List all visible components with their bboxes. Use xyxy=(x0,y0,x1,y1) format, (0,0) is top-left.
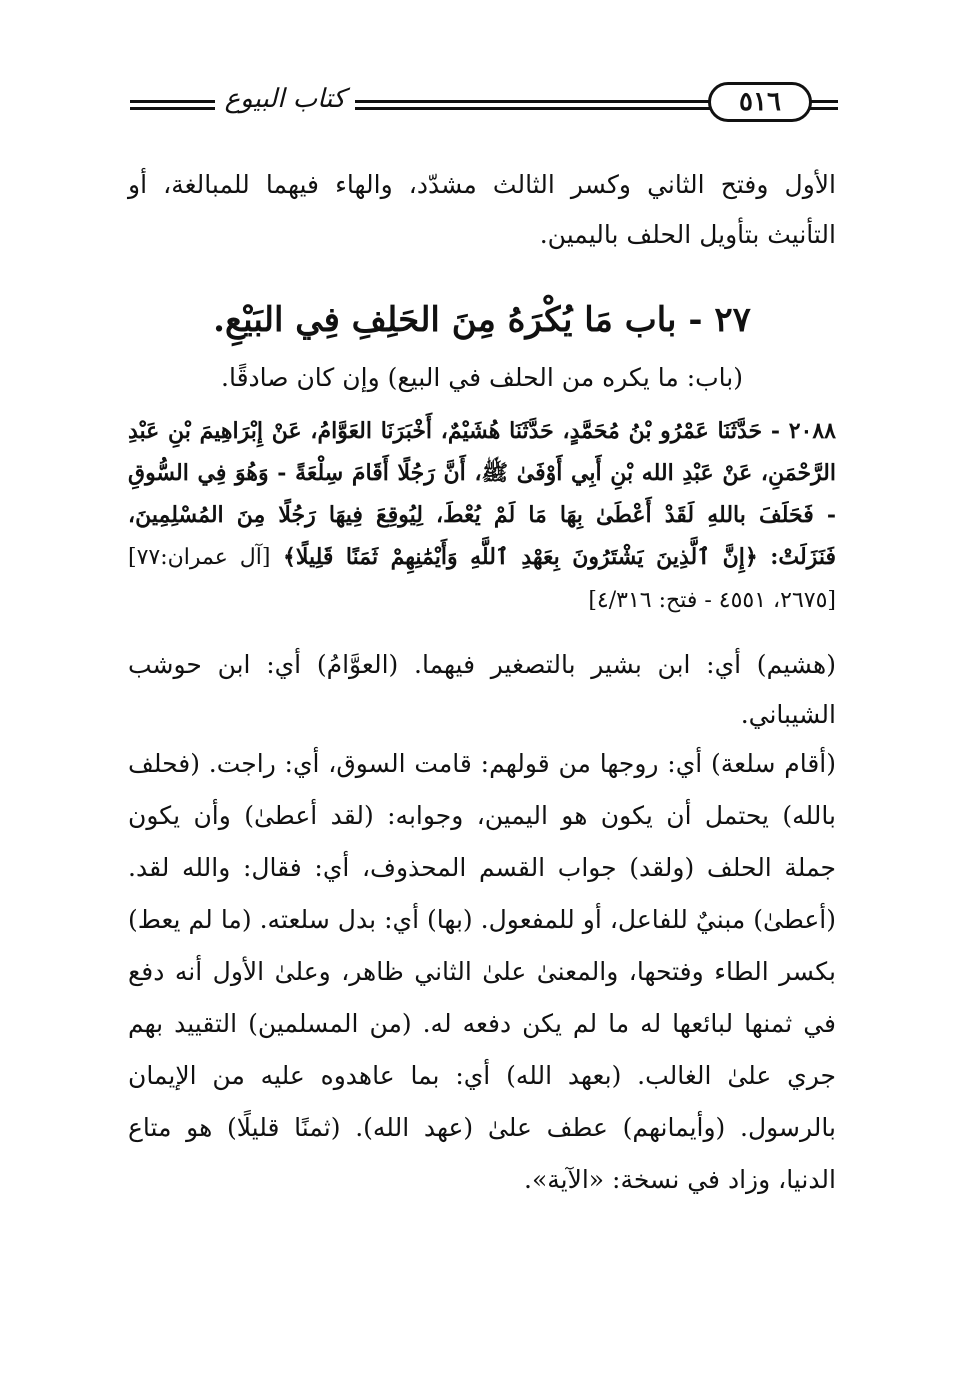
book-title: كتاب البيوع xyxy=(224,84,346,114)
header-rule-right xyxy=(810,100,838,110)
hadith-reference: [آل عمران:٧٧] [٢٦٧٥، ٤٥٥١ - فتح: ٤/٣١٦] xyxy=(128,545,836,613)
page-header xyxy=(120,78,836,130)
hadith-body: ٢٠٨٨ - حَدَّثَنَا عَمْرُو بْنُ مُحَمَّدٍ، حَدَّثَنَا هُشَيْمٌ، أَخْبَرَنَا العَوَّامُ، عَنْ إِبْرَاهِيمَ بْنِ عَبْدِ الرَّحْمَنِ، عَنْ عَبْدِ الله بْنِ أَبِي أَوْفَىٰ ﷺ، أَنَّ رَجُلًا أَقَامَ سِلْعَةً - وَهُوَ فِي السُّوقِ - فَحَلَفَ باللهِ لَقَدْ أَعْطَىٰ بِهَا مَا لَمْ يُعْطَ، لِيُوقِعَ فِيهَا رَجُلًا مِنَ المُسْلِمِينَ، فَنَزَلَتْ: ﴿إِنَّ ٱلَّذِينَ يَشْتَرُونَ بِعَهْدِ ٱللَّهِ وَأَيْمَٰنِهِمْ ثَمَنًا قَلِيلًا﴾ xyxy=(128,418,836,570)
chapter-heading: ٢٧ - باب مَا يُكْرَهُ مِنَ الحَلِفِ فِي البَيْعِ. xyxy=(213,300,751,340)
page-number: ٥١٦ xyxy=(708,82,812,122)
intro-paragraph: الأول وفتح الثاني وكسر الثالث مشدّد، والهاء فيهما للمبالغة، أو التأنيث بتأويل الحلف باليمين. xyxy=(128,170,836,249)
hadith-text xyxy=(128,410,836,622)
header-rule-left xyxy=(130,100,215,110)
chapter-subheading: (باب: ما يكره من الحلف في البيع) وإن كان صادقًا. xyxy=(221,363,743,392)
explanation-paragraph-1: (هشيم) أي: ابن بشير بالتصغير فيهما. (العوَّامُ) أي: ابن حوشب الشيباني. xyxy=(128,650,836,729)
explanation-paragraph-2: (أقام سلعة) أي: روجها من قولهم: قامت السوق، أي: راجت. (فحلف بالله) يحتمل أن يكون هو اليمين، وجوابه: (لقد أعطىٰ) وأن يكون جملة الحلف (ولقد) جواب القسم المحذوف، أي: فقال: والله لقد. (أعطىٰ) مبنيٌ للفاعل، أو للمفعول. (بها) أي: بدل سلعته. (ما لم يعط) بكسر الطاء وفتحها، والمعنىٰ علىٰ الثاني ظاهر، وعلىٰ الأول أنه دفع في ثمنها لبائعها له ما لم يكن دفعه له. (من المسلمين) التقييد بهم جري علىٰ الغالب. (بعهد الله) أي: بما عاهدوه عليه من الإيمان بالرسول. (وأيمانهم) عطف علىٰ (عهد الله). (ثمنًا قليلًا) هو متاع الدنيا، وزاد في نسخة: «الآية». xyxy=(128,749,836,1194)
